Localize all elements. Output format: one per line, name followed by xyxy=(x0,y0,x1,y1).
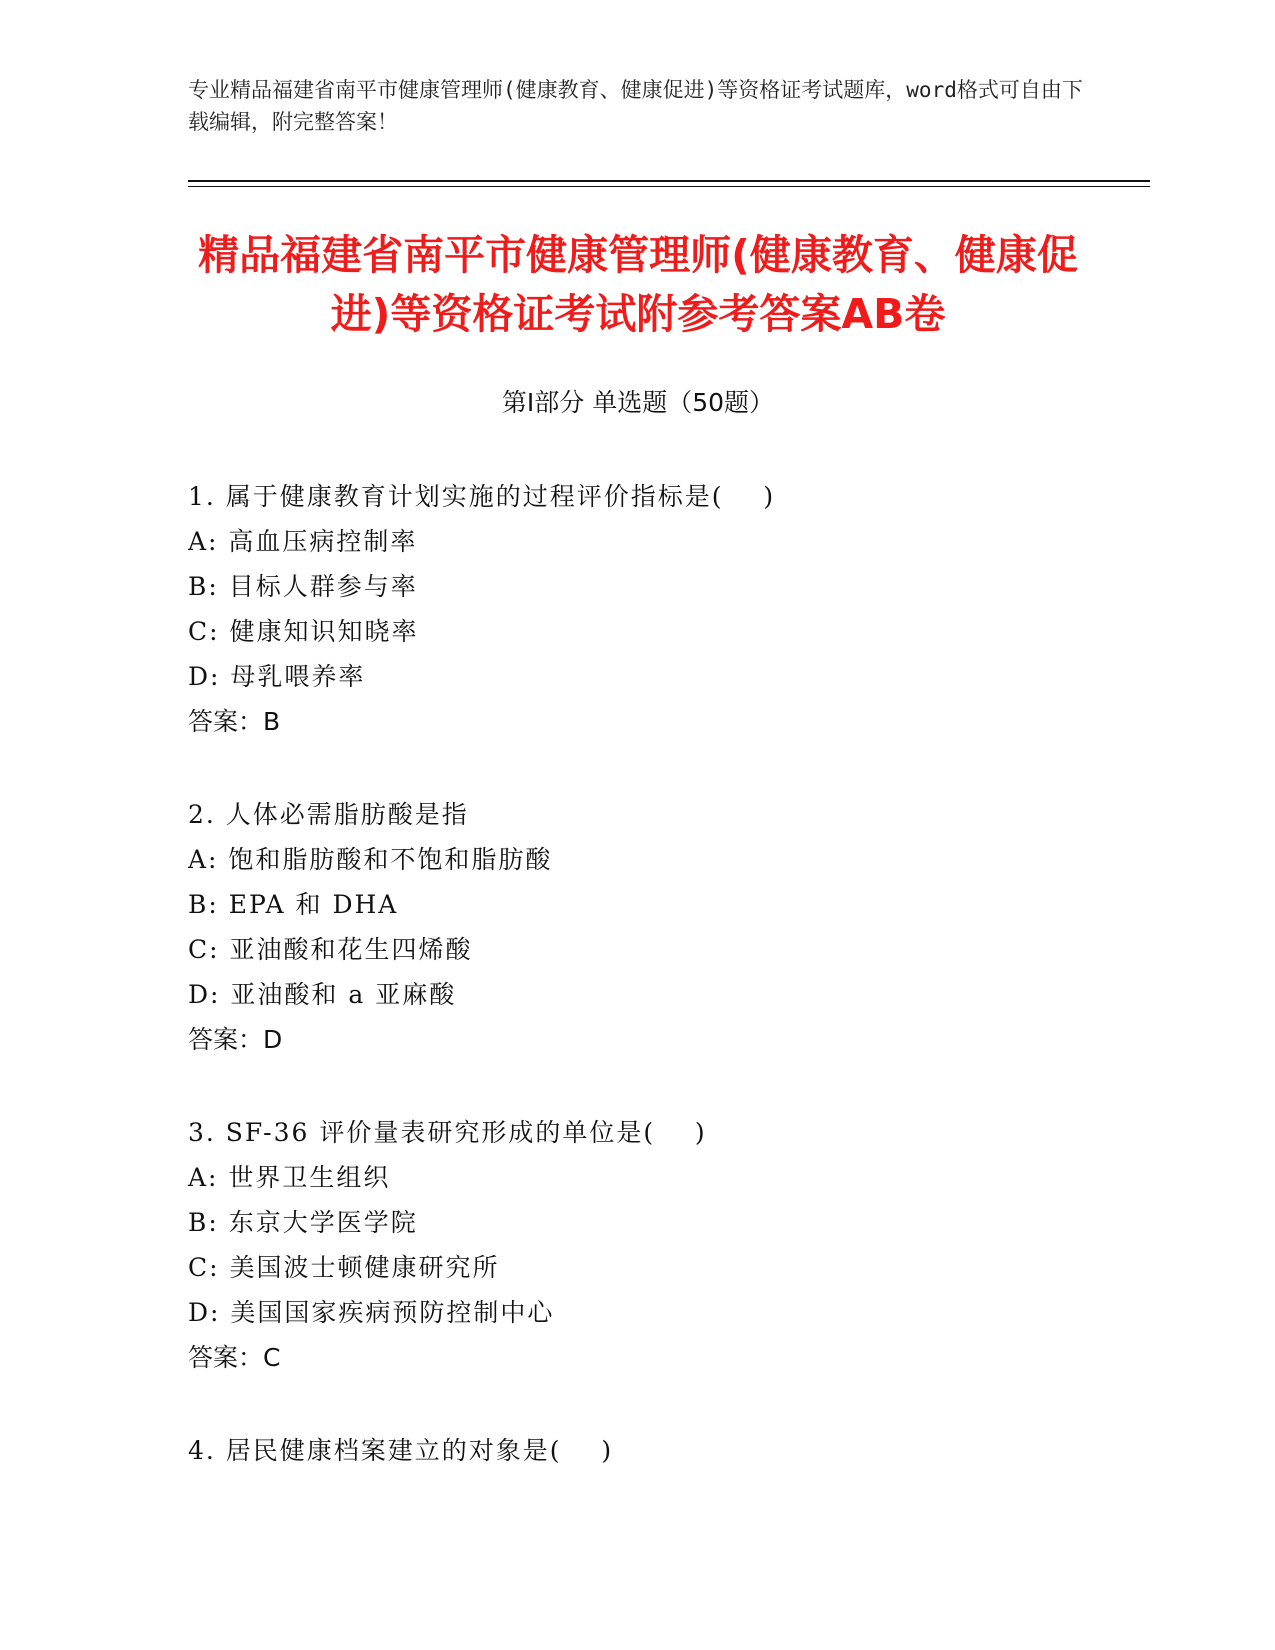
option-a: A: 饱和脂肪酸和不饱和脂肪酸 xyxy=(188,845,553,874)
option-b: B: 目标人群参与率 xyxy=(188,572,418,601)
question-stem: 1. 属于健康教育计划实施的过程评价指标是( ) xyxy=(188,482,776,511)
header-divider-thick xyxy=(188,180,1150,182)
answer-line: 答案：D xyxy=(188,1025,283,1054)
section-title: 第Ⅰ部分 单选题（50题） xyxy=(501,388,775,417)
option-c: C: 健康知识知晓率 xyxy=(188,617,419,646)
question-stem: 2. 人体必需脂肪酸是指 xyxy=(188,800,469,829)
document-title: 精品福建省南平市健康管理师(健康教育、健康促进)等资格证考试附参考答案AB卷 xyxy=(198,231,1078,338)
option-d: D: 美国国家疾病预防控制中心 xyxy=(188,1298,555,1327)
question-item xyxy=(188,474,1138,744)
question-item xyxy=(188,1428,1138,1473)
option-c: C: 亚油酸和花生四烯酸 xyxy=(188,935,473,964)
option-b: B: 东京大学医学院 xyxy=(188,1208,418,1237)
question-stem: 4. 居民健康档案建立的对象是( ) xyxy=(188,1436,614,1465)
option-b: B: EPA 和 DHA xyxy=(188,890,399,919)
option-c: C: 美国波士顿健康研究所 xyxy=(188,1253,500,1282)
header-divider-thin xyxy=(188,186,1150,187)
option-a: A: 高血压病控制率 xyxy=(188,527,418,556)
header-note: 专业精品福建省南平市健康管理师(健康教育、健康促进)等资格证考试题库，word格式可自由下载编辑，附完整答案！ xyxy=(188,78,1083,134)
question-item xyxy=(188,792,1138,1062)
answer-line: 答案：C xyxy=(188,1343,281,1372)
question-stem: 3. SF-36 评价量表研究形成的单位是( ) xyxy=(188,1118,707,1147)
option-a: A: 世界卫生组织 xyxy=(188,1163,391,1192)
answer-line: 答案：B xyxy=(188,707,281,736)
option-d: D: 母乳喂养率 xyxy=(188,662,366,691)
question-item xyxy=(188,1110,1138,1380)
option-d: D: 亚油酸和 a 亚麻酸 xyxy=(188,980,457,1009)
